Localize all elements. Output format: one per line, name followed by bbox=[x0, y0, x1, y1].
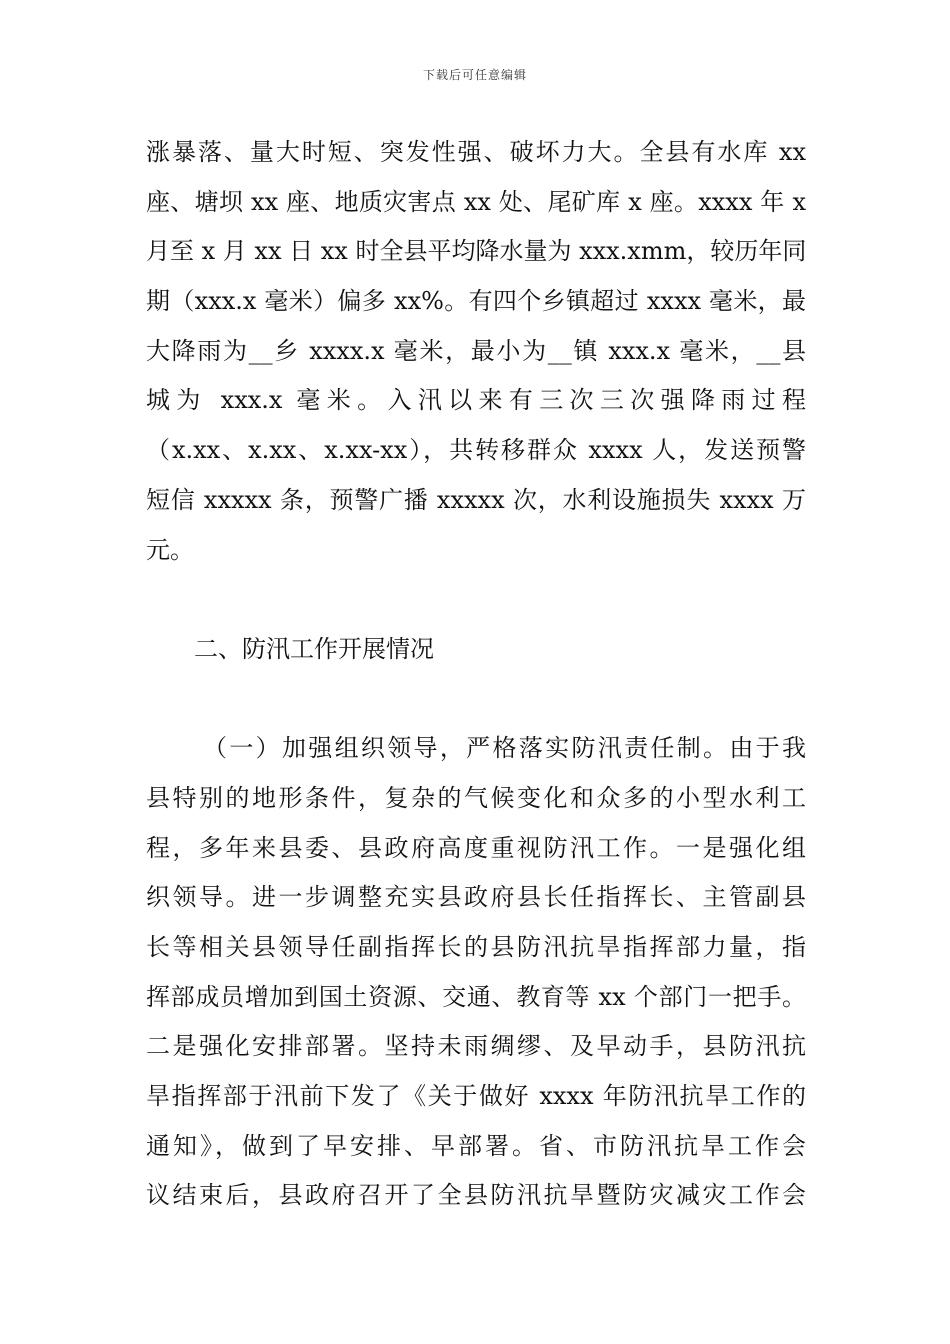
paragraph-line: 元。 bbox=[146, 535, 194, 564]
document-body bbox=[146, 128, 806, 1221]
paragraph-line: 期（xxx.x 毫米）偏多 xx%。有四个乡镇超过 xxxx 毫米，最 bbox=[146, 287, 806, 316]
paragraph-line: 织领导。进一步调整充实县政府县长任指挥长、主管副县 bbox=[146, 883, 806, 912]
paragraph-line: 旱指挥部于汛前下发了《关于做好 xxxx 年防汛抗旱工作的 bbox=[146, 1082, 806, 1111]
paragraph-line: 挥部成员增加到国土资源、交通、教育等 xx 个部门一把手。 bbox=[146, 982, 806, 1011]
paragraph-line: 县特别的地形条件，复杂的气候变化和众多的小型水利工 bbox=[146, 783, 806, 812]
blank-line bbox=[146, 575, 806, 625]
paragraph-line: 短信 xxxxx 条，预警广播 xxxxx 次，水利设施损失 xxxx 万 bbox=[146, 485, 806, 514]
paragraph-line: 程，多年来县委、县政府高度重视防汛工作。一是强化组 bbox=[146, 833, 806, 862]
paragraph-line: 二是强化安排部署。坚持未雨绸缪、及早动手，县防汛抗 bbox=[146, 1032, 806, 1061]
paragraph-line: 议结束后，县政府召开了全县防汛抗旱暨防灾减灾工作会 bbox=[146, 1181, 806, 1210]
blank-line bbox=[146, 675, 806, 725]
paragraph-line: 月至 x 月 xx 日 xx 时全县平均降水量为 xxx.xmm，较历年同 bbox=[146, 237, 807, 266]
paragraph-line: 大降雨为__乡 xxxx.x 毫米，最小为__镇 xxx.x 毫米，__县 bbox=[146, 336, 806, 365]
paragraph-line: （一）加强组织领导，严格落实防汛责任制。由于我 bbox=[203, 734, 806, 763]
paragraph-line: 长等相关县领导任副指挥长的县防汛抗旱指挥部力量，指 bbox=[146, 933, 806, 961]
paragraph-line: 涨暴落、量大时短、突发性强、破坏力大。全县有水库 xx bbox=[146, 138, 806, 166]
paragraph-line: 座、塘坝 xx 座、地质灾害点 xx 处、尾矿库 x 座。xxxx 年 x bbox=[146, 187, 806, 216]
section-heading: 二、防汛工作开展情况 bbox=[194, 634, 434, 663]
paragraph-line: （x.xx、x.xx、x.xx-xx），共转移群众 xxxx 人，发送预警 bbox=[146, 436, 806, 465]
page-header: 下载后可任意编辑 bbox=[422, 68, 527, 82]
paragraph-line: 城为 xxx.x 毫米。入汛以来有三次三次强降雨过程 bbox=[146, 386, 806, 415]
paragraph-line: 通知》，做到了早安排、早部署。省、市防汛抗旱工作会 bbox=[146, 1131, 806, 1160]
